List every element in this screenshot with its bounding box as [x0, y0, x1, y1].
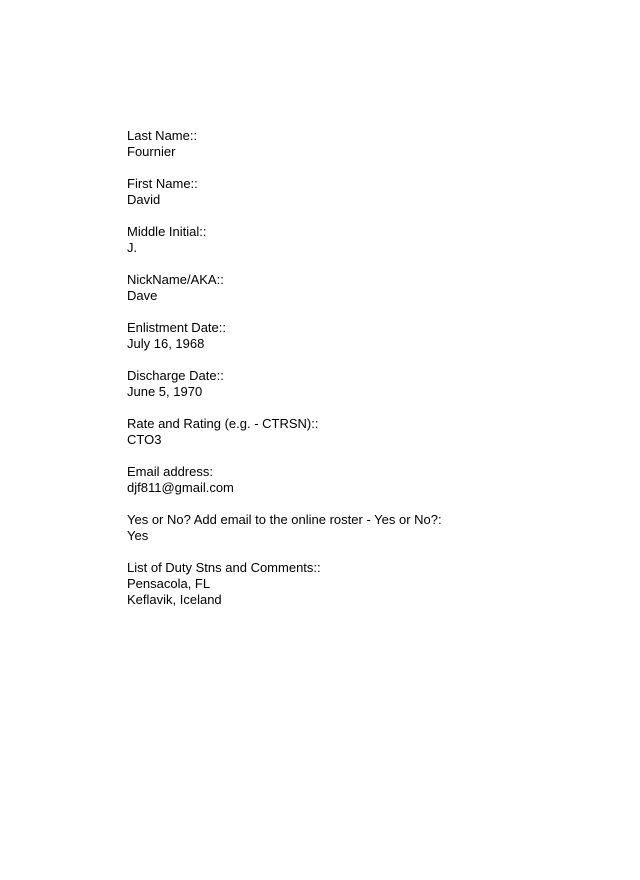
middle-initial-label: Middle Initial:: [127, 224, 207, 239]
enlistment-date-value: July 16, 1968 [127, 336, 205, 351]
last-name-value: Fournier [127, 144, 176, 159]
field-discharge-date [127, 368, 607, 400]
roster-opt-in-label: Yes or No? Add email to the online roster - Yes or No?: [127, 512, 442, 527]
duty-stations-label: List of Duty Stns and Comments:: [127, 560, 321, 575]
duty-station-line: Keflavik, Iceland [127, 592, 222, 607]
field-last-name [127, 128, 607, 160]
document-page [127, 128, 607, 624]
first-name-value: David [127, 192, 161, 207]
first-name-label: First Name:: [127, 176, 198, 191]
enlistment-date-label: Enlistment Date:: [127, 320, 226, 335]
middle-initial-value: J. [127, 240, 138, 255]
field-email [127, 464, 607, 496]
field-nickname [127, 272, 607, 304]
nickname-value: Dave [127, 288, 158, 303]
field-first-name [127, 176, 607, 208]
field-enlistment-date [127, 320, 607, 352]
field-roster-opt-in [127, 512, 607, 544]
nickname-label: NickName/AKA:: [127, 272, 224, 287]
duty-station-line: Pensacola, FL [127, 576, 211, 591]
discharge-date-value: June 5, 1970 [127, 384, 203, 399]
discharge-date-label: Discharge Date:: [127, 368, 224, 383]
field-duty-stations [127, 560, 607, 608]
field-rate-rating [127, 416, 607, 448]
email-value: djf811@gmail.com [127, 480, 234, 495]
rate-rating-label: Rate and Rating (e.g. - CTRSN):: [127, 416, 319, 431]
roster-opt-in-value: Yes [127, 528, 149, 543]
email-label: Email address: [127, 464, 213, 479]
rate-rating-value: CTO3 [127, 432, 162, 447]
last-name-label: Last Name:: [127, 128, 198, 143]
field-middle-initial [127, 224, 607, 256]
